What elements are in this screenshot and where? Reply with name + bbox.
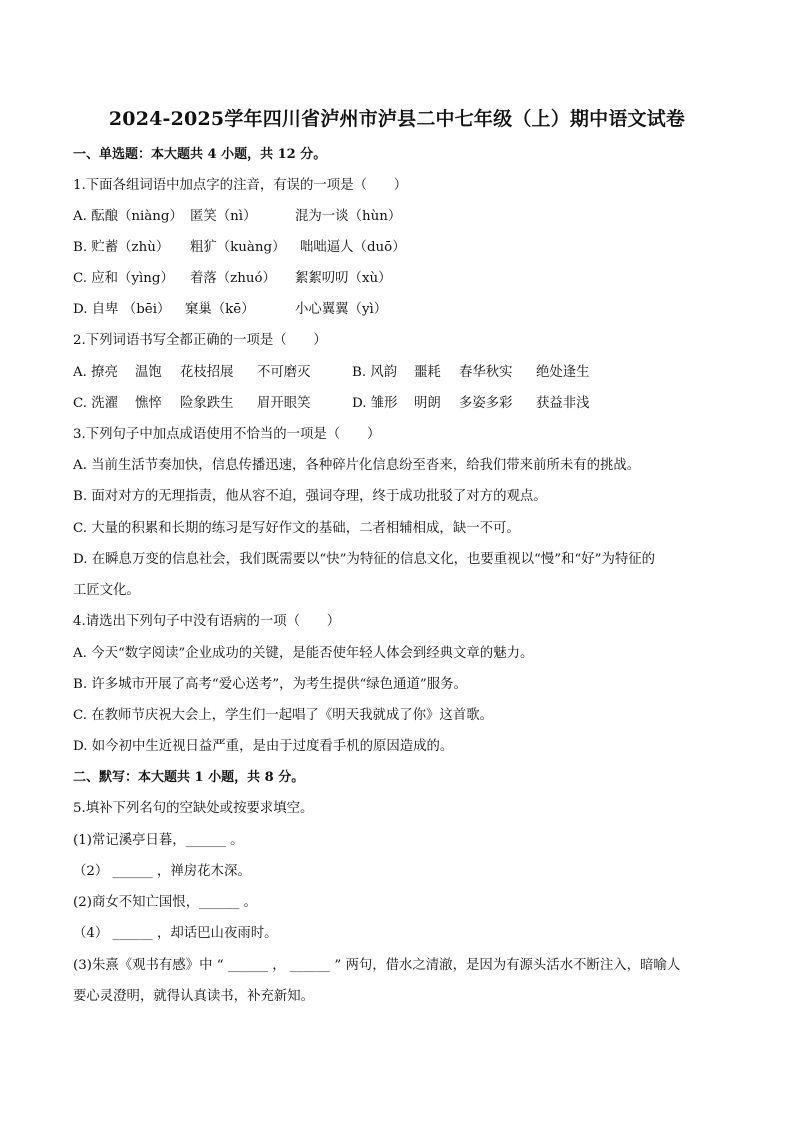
q4-option-a: A. 今天“数字阅读”企业成功的关键，是能否使年轻人体会到经典文章的魅力。 <box>73 646 534 661</box>
q2-d-4: 获益非浅 <box>536 396 590 411</box>
question-4-stem: 4.请选出下列句子中没有语病的一项（ ） <box>73 614 341 629</box>
q3-option-d-line-2: 工匠文化。 <box>73 583 140 598</box>
question-5-stem: 5.填补下列名句的空缺处或按要求填空。 <box>73 801 314 816</box>
q2-d-2: 明朗 <box>414 396 441 411</box>
q1-option-b <box>73 239 733 257</box>
q2-c-1: C. 洗濯 <box>73 396 119 411</box>
q5-line-2: （2） ______ ，禅房花木深。 <box>73 864 251 879</box>
question-1-stem: 1.下面各组词语中加点字的注音，有误的一项是（ ） <box>73 178 408 193</box>
section-heading-dictation: 二、默写：本大题共 1 小题，共 8 分。 <box>73 770 305 785</box>
q1-option-d <box>73 301 733 319</box>
q4-option-d: D. 如今初中生近视日益严重，是由于过度看手机的原因造成的。 <box>73 739 454 754</box>
q1-option-a <box>73 208 733 226</box>
q5-line-5: (3)朱熹《观书有感》中 “ ______ ， ______ ” 两句，借水之清澈，是因为有源头活水不断注入，暗喻人 <box>73 958 681 973</box>
q1-a-word-3: 混为一谈（hùn） <box>295 209 402 224</box>
q2-c-2: 憔悴 <box>135 396 162 411</box>
q1-b-word-2: 粗犷（kuàng） <box>190 240 286 255</box>
q1-a-word-2: 匿笑（nì） <box>190 209 257 224</box>
q1-b-word-3: 咄咄逼人（duō） <box>300 240 406 255</box>
q2-a-4: 不可磨灭 <box>257 365 311 380</box>
q1-c-word-3: 絮絮叨叨（xù） <box>295 271 392 286</box>
section-heading-single-choice: 一、单选题：本大题共 4 小题，共 12 分。 <box>73 147 327 162</box>
q2-a-3: 花枝招展 <box>180 365 234 380</box>
q2-b-4: 绝处逢生 <box>536 365 590 380</box>
q3-option-a: A. 当前生活节奏加快，信息传播迅速，各种碎片化信息纷至沓来，给我们带来前所未有的挑战。 <box>73 458 641 473</box>
q5-line-3: (2)商女不知亡国恨，______ 。 <box>73 895 257 910</box>
q1-c-word-1: C. 应和（yìng） <box>73 271 174 286</box>
q2-d-3: 多姿多彩 <box>459 396 513 411</box>
q5-line-6: 要心灵澄明，就得认真读书，补充新知。 <box>73 989 315 1004</box>
question-3-stem: 3.下列句子中加点成语使用不恰当的一项是（ ） <box>73 427 381 442</box>
q5-line-1: (1)常记溪亭日暮，______ 。 <box>73 833 244 848</box>
q1-d-word-3: 小心翼翼（yì） <box>295 302 388 317</box>
q1-b-word-1: B. 贮蓄（zhù） <box>73 240 170 255</box>
q1-c-word-2: 着落（zhuó） <box>190 271 276 286</box>
q2-b-3: 春华秋实 <box>459 365 513 380</box>
q3-option-b: B. 面对对方的无理指责，他从容不迫，强词夺理，终于成功批驳了对方的观点。 <box>73 489 547 504</box>
q4-option-b: B. 许多城市开展了高考“爱心送考”，为考生提供“绿色通道”服务。 <box>73 677 467 692</box>
q2-a-1: A. 撩亮 <box>73 365 118 380</box>
q1-a-word-1: A. 酝酿（niàng） <box>73 209 183 224</box>
q2-c-4: 眉开眼笑 <box>257 396 311 411</box>
q2-d-1: D. 雏形 <box>352 396 398 411</box>
q3-option-d-line-1: D. 在瞬息万变的信息社会，我们既需要以“快”为特征的信息文化，也要重视以“慢”和“好”为特征的 <box>73 552 656 567</box>
q1-d-word-1: D. 自卑 （bēi） <box>73 302 171 317</box>
q2-c-3: 险象跌生 <box>180 396 234 411</box>
q2-options-a-b <box>73 364 733 382</box>
q2-a-2: 温饱 <box>135 365 162 380</box>
question-2-stem: 2.下列词语书写全都正确的一项是（ ） <box>73 333 327 348</box>
q4-option-c: C. 在教师节庆祝大会上，学生们一起唱了《明天我就成了你》这首歌。 <box>73 708 493 723</box>
q2-b-2: 噩耗 <box>414 365 441 380</box>
q1-option-c <box>73 270 733 288</box>
q2-options-c-d <box>73 395 733 413</box>
q2-b-1: B. 风韵 <box>352 365 398 380</box>
q1-d-word-2: 窠巢（kē） <box>185 302 255 317</box>
q5-line-4: （4） ______ ，却话巴山夜雨时。 <box>73 926 278 941</box>
page-title: 2024-2025学年四川省泸州市泸县二中七年级（上）期中语文试卷 <box>108 108 686 130</box>
q3-option-c: C. 大量的积累和长期的练习是写好作文的基础，二者相辅相成，缺一不可。 <box>73 521 520 536</box>
